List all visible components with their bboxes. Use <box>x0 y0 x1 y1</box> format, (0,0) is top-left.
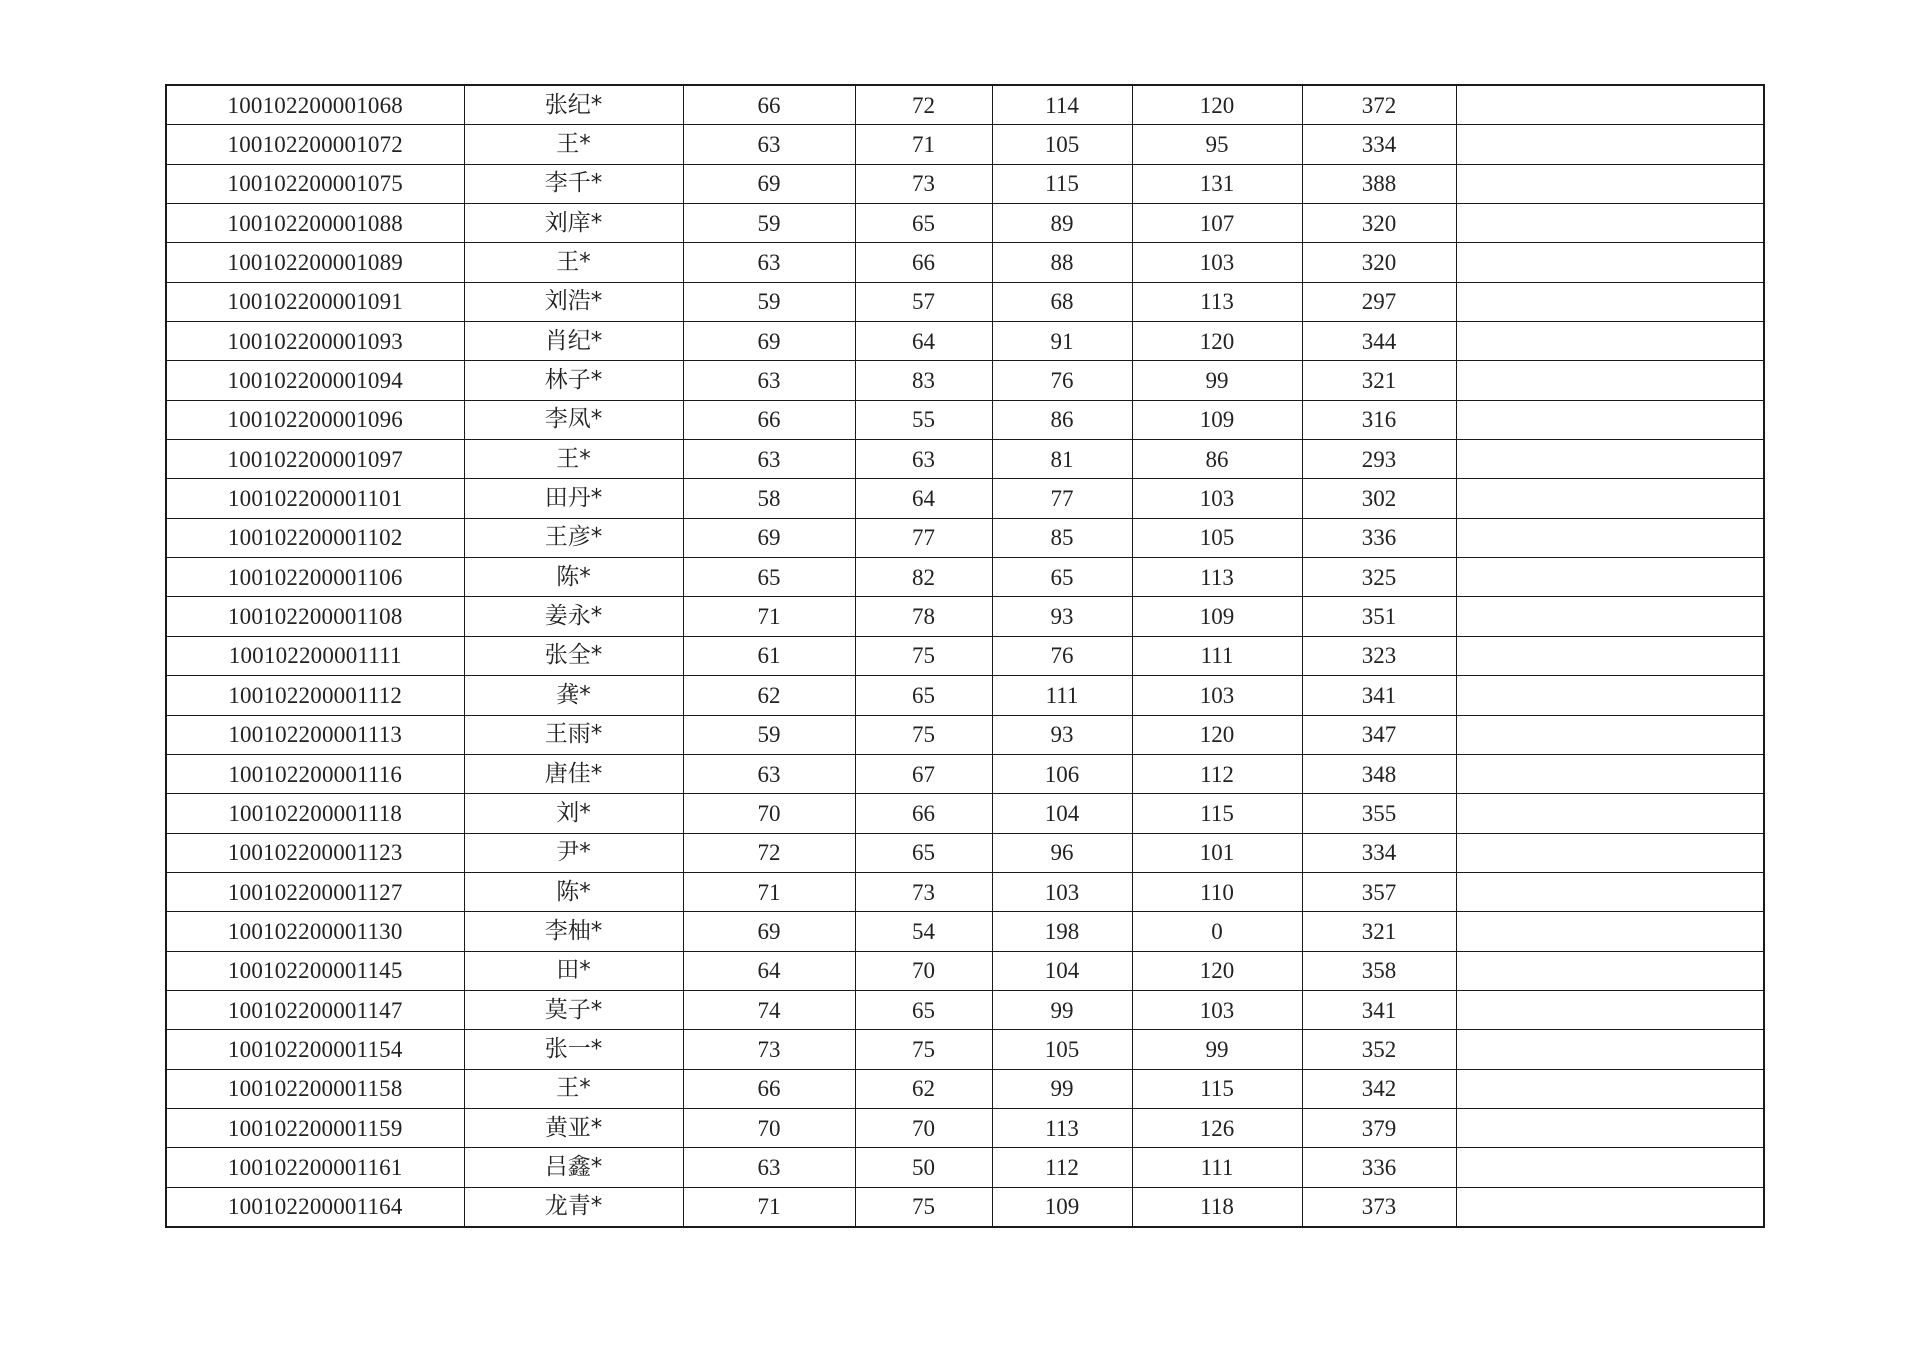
score-2-cell: 54 <box>855 912 992 951</box>
score-2-cell: 65 <box>855 676 992 715</box>
score-2-cell: 75 <box>855 636 992 675</box>
score-2-cell: 71 <box>855 125 992 164</box>
score-4-cell: 113 <box>1132 282 1302 321</box>
candidate-id-cell: 100102200001101 <box>166 479 464 518</box>
candidate-name-cell: 张一* <box>464 1030 683 1069</box>
score-1-cell: 64 <box>683 951 855 990</box>
remark-cell <box>1456 361 1764 400</box>
score-3-cell: 104 <box>992 794 1132 833</box>
candidate-name-cell: 唐佳* <box>464 754 683 793</box>
score-3-cell: 85 <box>992 518 1132 557</box>
total-score-cell: 344 <box>1302 322 1456 361</box>
score-4-cell: 103 <box>1132 243 1302 282</box>
remark-cell <box>1456 1108 1764 1147</box>
score-4-cell: 95 <box>1132 125 1302 164</box>
score-4-cell: 109 <box>1132 400 1302 439</box>
score-1-cell: 69 <box>683 322 855 361</box>
score-1-cell: 59 <box>683 282 855 321</box>
table-row <box>166 794 1764 833</box>
score-4-cell: 103 <box>1132 990 1302 1029</box>
score-3-cell: 68 <box>992 282 1132 321</box>
score-3-cell: 76 <box>992 361 1132 400</box>
total-score-cell: 321 <box>1302 361 1456 400</box>
score-1-cell: 66 <box>683 400 855 439</box>
score-4-cell: 113 <box>1132 558 1302 597</box>
candidate-name-cell: 姜永* <box>464 597 683 636</box>
score-1-cell: 70 <box>683 1108 855 1147</box>
score-1-cell: 63 <box>683 361 855 400</box>
score-4-cell: 101 <box>1132 833 1302 872</box>
remark-cell <box>1456 1069 1764 1108</box>
score-2-cell: 75 <box>855 1030 992 1069</box>
score-4-cell: 115 <box>1132 1069 1302 1108</box>
candidate-name-cell: 王* <box>464 243 683 282</box>
score-2-cell: 66 <box>855 243 992 282</box>
score-3-cell: 91 <box>992 322 1132 361</box>
total-score-cell: 379 <box>1302 1108 1456 1147</box>
score-2-cell: 70 <box>855 951 992 990</box>
candidate-id-cell: 100102200001158 <box>166 1069 464 1108</box>
candidate-id-cell: 100102200001147 <box>166 990 464 1029</box>
score-3-cell: 114 <box>992 85 1132 125</box>
candidate-name-cell: 吕鑫* <box>464 1148 683 1187</box>
candidate-id-cell: 100102200001096 <box>166 400 464 439</box>
score-2-cell: 66 <box>855 794 992 833</box>
total-score-cell: 388 <box>1302 164 1456 203</box>
score-table-body <box>166 85 1764 1227</box>
score-3-cell: 111 <box>992 676 1132 715</box>
score-3-cell: 105 <box>992 125 1132 164</box>
total-score-cell: 347 <box>1302 715 1456 754</box>
total-score-cell: 341 <box>1302 990 1456 1029</box>
score-2-cell: 50 <box>855 1148 992 1187</box>
table-row <box>166 754 1764 793</box>
table-row <box>166 1148 1764 1187</box>
table-row <box>166 912 1764 951</box>
candidate-id-cell: 100102200001130 <box>166 912 464 951</box>
candidate-name-cell: 李凤* <box>464 400 683 439</box>
score-1-cell: 58 <box>683 479 855 518</box>
score-4-cell: 99 <box>1132 1030 1302 1069</box>
total-score-cell: 372 <box>1302 85 1456 125</box>
score-2-cell: 64 <box>855 479 992 518</box>
table-row <box>166 636 1764 675</box>
candidate-id-cell: 100102200001091 <box>166 282 464 321</box>
candidate-name-cell: 王* <box>464 440 683 479</box>
score-4-cell: 115 <box>1132 794 1302 833</box>
total-score-cell: 321 <box>1302 912 1456 951</box>
total-score-cell: 357 <box>1302 872 1456 911</box>
total-score-cell: 323 <box>1302 636 1456 675</box>
candidate-name-cell: 龙青* <box>464 1187 683 1227</box>
score-3-cell: 103 <box>992 872 1132 911</box>
table-row <box>166 322 1764 361</box>
score-4-cell: 105 <box>1132 518 1302 557</box>
score-4-cell: 107 <box>1132 204 1302 243</box>
candidate-name-cell: 肖纪* <box>464 322 683 361</box>
score-4-cell: 120 <box>1132 951 1302 990</box>
score-3-cell: 77 <box>992 479 1132 518</box>
remark-cell <box>1456 597 1764 636</box>
score-1-cell: 71 <box>683 597 855 636</box>
score-1-cell: 74 <box>683 990 855 1029</box>
score-4-cell: 111 <box>1132 636 1302 675</box>
candidate-name-cell: 田丹* <box>464 479 683 518</box>
remark-cell <box>1456 833 1764 872</box>
total-score-cell: 336 <box>1302 1148 1456 1187</box>
table-row <box>166 1030 1764 1069</box>
score-3-cell: 65 <box>992 558 1132 597</box>
score-3-cell: 106 <box>992 754 1132 793</box>
candidate-id-cell: 100102200001145 <box>166 951 464 990</box>
candidate-id-cell: 100102200001113 <box>166 715 464 754</box>
candidate-name-cell: 莫子* <box>464 990 683 1029</box>
score-2-cell: 73 <box>855 872 992 911</box>
score-1-cell: 69 <box>683 164 855 203</box>
score-1-cell: 71 <box>683 872 855 911</box>
candidate-name-cell: 龚* <box>464 676 683 715</box>
score-2-cell: 83 <box>855 361 992 400</box>
score-1-cell: 66 <box>683 85 855 125</box>
score-3-cell: 112 <box>992 1148 1132 1187</box>
remark-cell <box>1456 912 1764 951</box>
score-3-cell: 113 <box>992 1108 1132 1147</box>
score-4-cell: 103 <box>1132 676 1302 715</box>
score-3-cell: 105 <box>992 1030 1132 1069</box>
remark-cell <box>1456 872 1764 911</box>
table-row <box>166 558 1764 597</box>
total-score-cell: 334 <box>1302 125 1456 164</box>
candidate-name-cell: 王* <box>464 125 683 164</box>
score-1-cell: 73 <box>683 1030 855 1069</box>
total-score-cell: 334 <box>1302 833 1456 872</box>
candidate-id-cell: 100102200001106 <box>166 558 464 597</box>
remark-cell <box>1456 85 1764 125</box>
candidate-name-cell: 陈* <box>464 872 683 911</box>
score-4-cell: 99 <box>1132 361 1302 400</box>
score-4-cell: 118 <box>1132 1187 1302 1227</box>
score-1-cell: 69 <box>683 518 855 557</box>
remark-cell <box>1456 164 1764 203</box>
score-1-cell: 63 <box>683 440 855 479</box>
remark-cell <box>1456 243 1764 282</box>
score-2-cell: 67 <box>855 754 992 793</box>
candidate-id-cell: 100102200001111 <box>166 636 464 675</box>
total-score-cell: 355 <box>1302 794 1456 833</box>
total-score-cell: 320 <box>1302 243 1456 282</box>
score-4-cell: 110 <box>1132 872 1302 911</box>
score-1-cell: 70 <box>683 794 855 833</box>
candidate-id-cell: 100102200001097 <box>166 440 464 479</box>
score-3-cell: 93 <box>992 715 1132 754</box>
remark-cell <box>1456 715 1764 754</box>
total-score-cell: 320 <box>1302 204 1456 243</box>
candidate-id-cell: 100102200001088 <box>166 204 464 243</box>
candidate-id-cell: 100102200001118 <box>166 794 464 833</box>
remark-cell <box>1456 400 1764 439</box>
score-1-cell: 63 <box>683 1148 855 1187</box>
score-1-cell: 63 <box>683 754 855 793</box>
score-3-cell: 99 <box>992 990 1132 1029</box>
score-3-cell: 115 <box>992 164 1132 203</box>
remark-cell <box>1456 1030 1764 1069</box>
score-4-cell: 0 <box>1132 912 1302 951</box>
score-2-cell: 62 <box>855 1069 992 1108</box>
candidate-id-cell: 100102200001127 <box>166 872 464 911</box>
score-3-cell: 96 <box>992 833 1132 872</box>
total-score-cell: 316 <box>1302 400 1456 439</box>
table-row <box>166 715 1764 754</box>
score-table <box>165 84 1765 1228</box>
candidate-id-cell: 100102200001164 <box>166 1187 464 1227</box>
remark-cell <box>1456 204 1764 243</box>
candidate-id-cell: 100102200001089 <box>166 243 464 282</box>
score-3-cell: 88 <box>992 243 1132 282</box>
table-row <box>166 518 1764 557</box>
candidate-id-cell: 100102200001112 <box>166 676 464 715</box>
candidate-id-cell: 100102200001161 <box>166 1148 464 1187</box>
total-score-cell: 293 <box>1302 440 1456 479</box>
score-3-cell: 81 <box>992 440 1132 479</box>
candidate-name-cell: 尹* <box>464 833 683 872</box>
table-row <box>166 282 1764 321</box>
score-1-cell: 61 <box>683 636 855 675</box>
total-score-cell: 297 <box>1302 282 1456 321</box>
score-2-cell: 82 <box>855 558 992 597</box>
total-score-cell: 302 <box>1302 479 1456 518</box>
score-1-cell: 59 <box>683 715 855 754</box>
score-4-cell: 111 <box>1132 1148 1302 1187</box>
table-row <box>166 361 1764 400</box>
score-2-cell: 70 <box>855 1108 992 1147</box>
score-2-cell: 75 <box>855 715 992 754</box>
table-row <box>166 204 1764 243</box>
total-score-cell: 373 <box>1302 1187 1456 1227</box>
remark-cell <box>1456 322 1764 361</box>
score-3-cell: 93 <box>992 597 1132 636</box>
candidate-name-cell: 林子* <box>464 361 683 400</box>
total-score-cell: 341 <box>1302 676 1456 715</box>
score-3-cell: 109 <box>992 1187 1132 1227</box>
table-row <box>166 243 1764 282</box>
candidate-name-cell: 王雨* <box>464 715 683 754</box>
total-score-cell: 351 <box>1302 597 1456 636</box>
score-3-cell: 198 <box>992 912 1132 951</box>
score-2-cell: 55 <box>855 400 992 439</box>
score-1-cell: 63 <box>683 125 855 164</box>
table-row <box>166 872 1764 911</box>
table-row <box>166 479 1764 518</box>
score-4-cell: 109 <box>1132 597 1302 636</box>
score-4-cell: 112 <box>1132 754 1302 793</box>
score-2-cell: 65 <box>855 990 992 1029</box>
score-2-cell: 65 <box>855 833 992 872</box>
remark-cell <box>1456 479 1764 518</box>
score-2-cell: 72 <box>855 85 992 125</box>
candidate-name-cell: 王彦* <box>464 518 683 557</box>
remark-cell <box>1456 676 1764 715</box>
remark-cell <box>1456 794 1764 833</box>
candidate-name-cell: 陈* <box>464 558 683 597</box>
candidate-id-cell: 100102200001072 <box>166 125 464 164</box>
candidate-name-cell: 张全* <box>464 636 683 675</box>
table-row <box>166 1108 1764 1147</box>
score-3-cell: 104 <box>992 951 1132 990</box>
total-score-cell: 325 <box>1302 558 1456 597</box>
score-1-cell: 62 <box>683 676 855 715</box>
candidate-name-cell: 李柚* <box>464 912 683 951</box>
remark-cell <box>1456 754 1764 793</box>
candidate-id-cell: 100102200001108 <box>166 597 464 636</box>
total-score-cell: 358 <box>1302 951 1456 990</box>
table-row <box>166 440 1764 479</box>
score-1-cell: 69 <box>683 912 855 951</box>
score-4-cell: 120 <box>1132 322 1302 361</box>
table-row <box>166 1069 1764 1108</box>
score-1-cell: 72 <box>683 833 855 872</box>
candidate-name-cell: 刘浩* <box>464 282 683 321</box>
candidate-name-cell: 王* <box>464 1069 683 1108</box>
table-row <box>166 1187 1764 1227</box>
table-row <box>166 951 1764 990</box>
score-3-cell: 86 <box>992 400 1132 439</box>
remark-cell <box>1456 1187 1764 1227</box>
score-1-cell: 59 <box>683 204 855 243</box>
score-4-cell: 103 <box>1132 479 1302 518</box>
score-4-cell: 120 <box>1132 715 1302 754</box>
candidate-id-cell: 100102200001159 <box>166 1108 464 1147</box>
score-4-cell: 120 <box>1132 85 1302 125</box>
candidate-name-cell: 黄亚* <box>464 1108 683 1147</box>
score-2-cell: 63 <box>855 440 992 479</box>
remark-cell <box>1456 440 1764 479</box>
total-score-cell: 348 <box>1302 754 1456 793</box>
remark-cell <box>1456 518 1764 557</box>
table-row <box>166 164 1764 203</box>
remark-cell <box>1456 990 1764 1029</box>
score-2-cell: 75 <box>855 1187 992 1227</box>
candidate-name-cell: 田* <box>464 951 683 990</box>
score-4-cell: 126 <box>1132 1108 1302 1147</box>
remark-cell <box>1456 558 1764 597</box>
score-4-cell: 86 <box>1132 440 1302 479</box>
candidate-id-cell: 100102200001102 <box>166 518 464 557</box>
score-4-cell: 131 <box>1132 164 1302 203</box>
candidate-id-cell: 100102200001093 <box>166 322 464 361</box>
score-2-cell: 78 <box>855 597 992 636</box>
score-1-cell: 65 <box>683 558 855 597</box>
table-row <box>166 85 1764 125</box>
score-1-cell: 63 <box>683 243 855 282</box>
table-row <box>166 400 1764 439</box>
total-score-cell: 342 <box>1302 1069 1456 1108</box>
score-1-cell: 71 <box>683 1187 855 1227</box>
score-2-cell: 73 <box>855 164 992 203</box>
candidate-id-cell: 100102200001068 <box>166 85 464 125</box>
score-3-cell: 76 <box>992 636 1132 675</box>
score-2-cell: 77 <box>855 518 992 557</box>
candidate-id-cell: 100102200001154 <box>166 1030 464 1069</box>
remark-cell <box>1456 1148 1764 1187</box>
total-score-cell: 352 <box>1302 1030 1456 1069</box>
candidate-name-cell: 刘庠* <box>464 204 683 243</box>
remark-cell <box>1456 951 1764 990</box>
candidate-id-cell: 100102200001123 <box>166 833 464 872</box>
score-2-cell: 57 <box>855 282 992 321</box>
table-row <box>166 676 1764 715</box>
remark-cell <box>1456 125 1764 164</box>
candidate-name-cell: 刘* <box>464 794 683 833</box>
candidate-id-cell: 100102200001094 <box>166 361 464 400</box>
table-row <box>166 833 1764 872</box>
table-row <box>166 597 1764 636</box>
candidate-name-cell: 张纪* <box>464 85 683 125</box>
score-2-cell: 64 <box>855 322 992 361</box>
table-row <box>166 125 1764 164</box>
candidate-id-cell: 100102200001075 <box>166 164 464 203</box>
score-3-cell: 89 <box>992 204 1132 243</box>
score-1-cell: 66 <box>683 1069 855 1108</box>
remark-cell <box>1456 636 1764 675</box>
table-row <box>166 990 1764 1029</box>
remark-cell <box>1456 282 1764 321</box>
candidate-id-cell: 100102200001116 <box>166 754 464 793</box>
candidate-name-cell: 李千* <box>464 164 683 203</box>
score-2-cell: 65 <box>855 204 992 243</box>
total-score-cell: 336 <box>1302 518 1456 557</box>
score-3-cell: 99 <box>992 1069 1132 1108</box>
